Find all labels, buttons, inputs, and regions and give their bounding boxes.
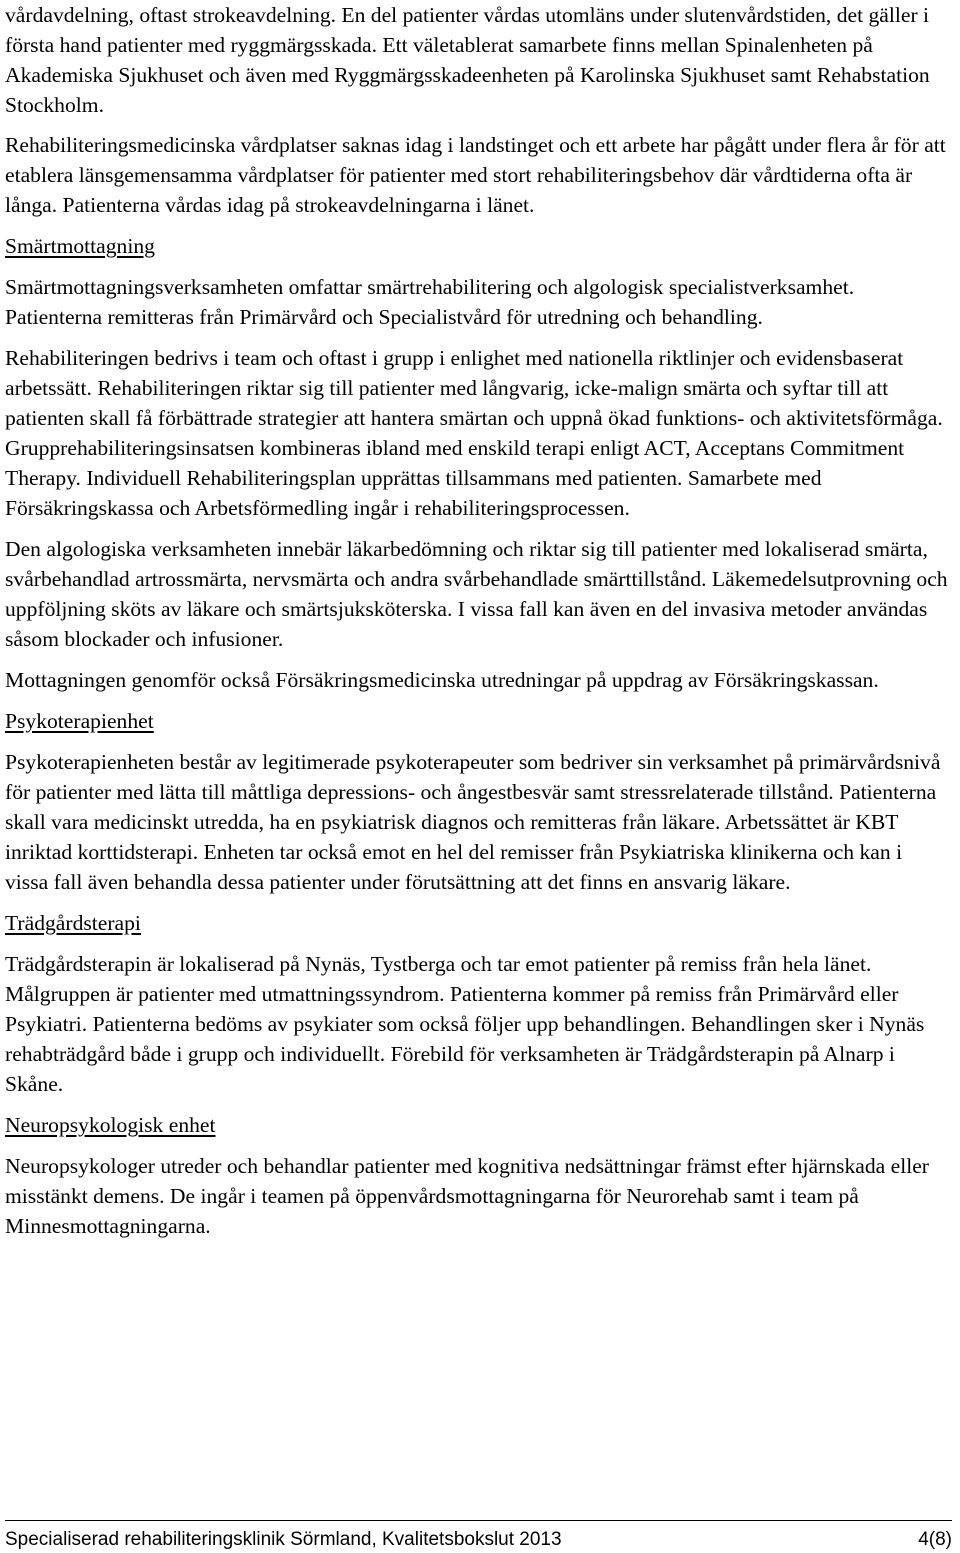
footer-title: Specialiserad rehabiliteringsklinik Sörmland, Kvalitetsbokslut 2013 (5, 1529, 562, 1550)
section-heading-smartmottagning: Smärtmottagning (5, 234, 155, 258)
smartmottagning-paragraph-1: Smärtmottagningsverksamheten omfattar smärtrehabilitering och algologisk specialistverksamhet. Patienterna remitteras från Primärvård och Specialistvård för utredning och behandling. (5, 275, 855, 329)
psykoterapienhet-paragraph-1: Psykoterapienheten består av legitimerade psykoterapeuter som bedriver sin verksamhet på primärvårdsnivå för patienter med lätta till måttliga depressions- och ångestbesvär samt stressrelaterade tillstånd. Patienterna skall vara medicinskt utredda, ha en psykiatrisk diagnos och remitteras från läkare. Arbetssättet är KBT inriktad korttidsterapi. Enheten tar också emot en hel del remisser från Psykiatriska klinikerna och kan i vissa fall även behandla dessa patienter under förutsättning att det finns en ansvarig läkare. (5, 750, 941, 894)
rehab-beds-paragraph: Rehabiliteringsmedicinska vårdplatser saknas idag i landstinget och ett arbete har pågått under flera år för att etablera länsgemensamma vårdplatser för patienter med stort rehabiliteringsbehov där vårdtiderna ofta är långa. Patienterna vårdas idag på strokeavdelningarna i länet. (5, 133, 946, 217)
smartmottagning-paragraph-4: Mottagningen genomför också Försäkringsmedicinska utredningar på uppdrag av Försäkringskassan. (5, 668, 879, 692)
smartmottagning-paragraph-2: Rehabiliteringen bedrivs i team och oftast i grupp i enlighet med nationella riktlinjer och evidensbaserat arbetssätt. Rehabiliteringen riktar sig till patienter med långvarig, icke-malign smärta och syftar till att patienten skall få förbättrade strategier att hantera smärtan och uppnå ökad funktions- och aktivitetsförmåga. Grupprehabiliteringsinsatsen kombineras ibland med enskild terapi enligt ACT, Acceptans Commitment Therapy. Individuell Rehabiliteringsplan upprättas tillsammans med patienten. Samarbete med Försäkringskassa och Arbetsförmedling ingår i rehabiliteringsprocessen. (5, 346, 943, 520)
tradgardsterapi-paragraph-1: Trädgårdsterapin är lokaliserad på Nynäs, Tystberga och tar emot patienter på remiss från hela länet. Målgruppen är patienter med utmattningssyndrom. Patienterna kommer på remiss från Primärvård eller Psykiatri. Patienterna bedöms av psykiater som också följer upp behandlingen. Behandlingen sker i Nynäs rehabträdgård både i grupp och individuellt. Förebild för verksamheten är Trädgårdsterapin på Alnarp i Skåne. (5, 952, 925, 1096)
section-heading-tradgardsterapi: Trädgårdsterapi (5, 911, 141, 935)
page-number: 4(8) (918, 1529, 952, 1550)
section-heading-neuropsykologisk-enhet: Neuropsykologisk enhet (5, 1113, 216, 1137)
smartmottagning-paragraph-3: Den algologiska verksamheten innebär läkarbedömning och riktar sig till patienter med lokaliserad smärta, svårbehandlad artrossmärta, nervsmärta och andra svårbehandlade smärttillstånd. Läkemedelsutprovning och uppföljning sköts av läkare och smärtsjuksköterska. I vissa fall kan även en del invasiva metoder användas såsom blockader och infusioner. (5, 537, 948, 651)
page-footer (5, 1520, 952, 1553)
document-page (5, 0, 950, 1241)
section-heading-psykoterapienhet: Psykoterapienhet (5, 709, 154, 733)
intro-paragraph: vårdavdelning, oftast strokeavdelning. En del patienter vårdas utomläns under slutenvårdstiden, det gäller i första hand patienter med ryggmärgsskada. Ett väletablerat samarbete finns mellan Spinalenheten på Akademiska Sjukhuset och även med Ryggmärgsskadeenheten på Karolinska Sjukhuset samt Rehabstation Stockholm. (5, 3, 930, 117)
neuropsykologisk-enhet-paragraph-1: Neuropsykologer utreder och behandlar patienter med kognitiva nedsättningar främst efter hjärnskada eller misstänkt demens. De ingår i teamen på öppenvårdsmottagningarna för Neurorehab samt i team på Minnesmottagningarna. (5, 1154, 929, 1238)
